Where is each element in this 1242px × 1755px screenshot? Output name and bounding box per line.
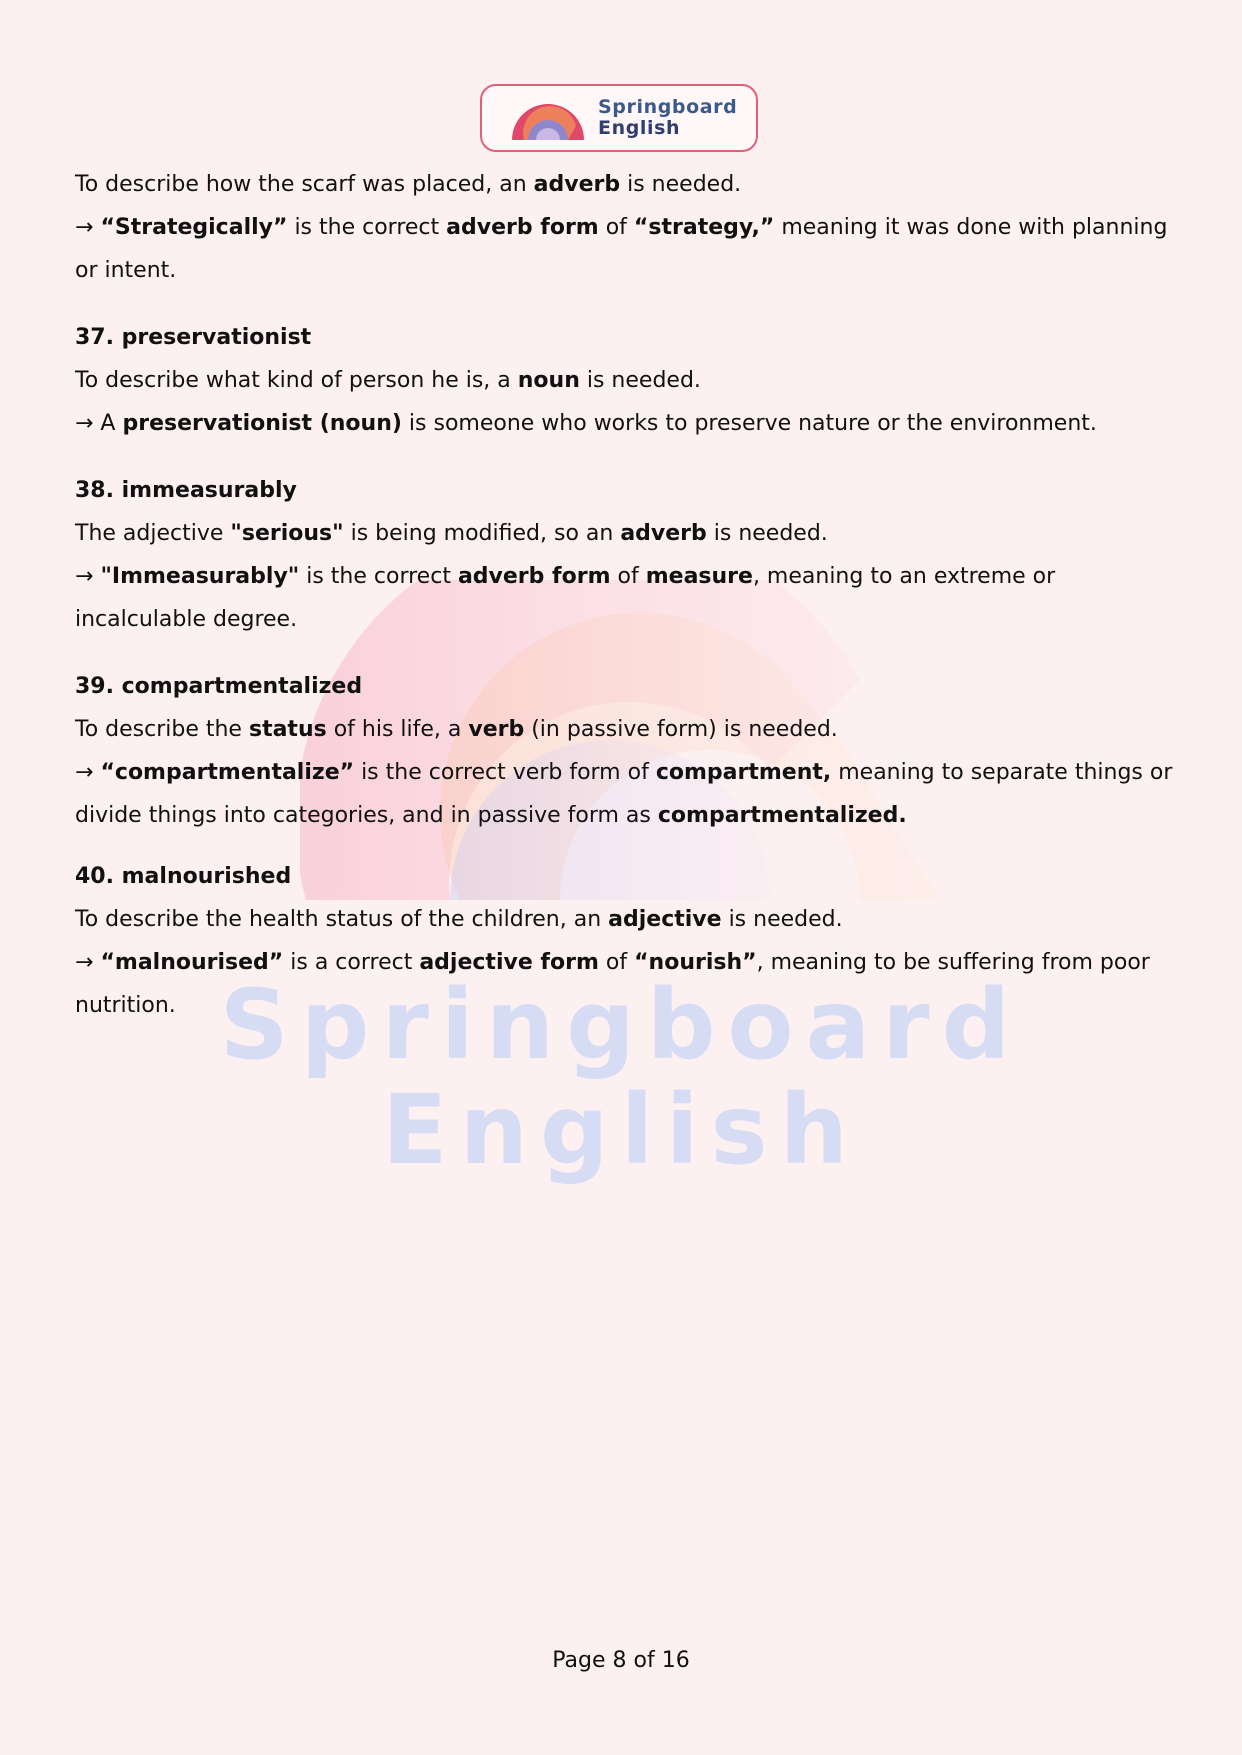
question-37-line-1: To describe what kind of person he is, a noun is needed.: [75, 368, 701, 393]
logo-text-english: English: [598, 117, 681, 139]
answer-explanations: [75, 163, 1173, 1027]
watermark-text-springboard: Springboard: [219, 969, 1023, 1081]
question-40-heading: 40. malnourished: [75, 864, 292, 889]
page-number: Page 8 of 16: [552, 1648, 690, 1673]
question-39-line-1: To describe the status of his life, a verb (in passive form) is needed.: [75, 717, 838, 742]
question-38-line-1: The adjective "serious" is being modified, so an adverb is needed.: [75, 521, 828, 546]
rainbow-arc-icon: [510, 96, 586, 140]
question-38-heading: 38. immeasurably: [75, 478, 297, 503]
question-38-line-2: → "Immeasurably" is the correct adverb form of measure, meaning to an extreme or: [75, 564, 1056, 589]
question-39-line-3: divide things into categories, and in passive form as compartmentalized.: [75, 803, 907, 828]
springboard-logo: [480, 84, 758, 152]
question-37-line-2: → A preservationist (noun) is someone who works to preserve nature or the environment.: [75, 411, 1097, 436]
intro-line-3: or intent.: [75, 258, 177, 283]
question-37-heading: 37. preservationist: [75, 325, 312, 350]
intro-line-2: → “Strategically” is the correct adverb form of “strategy,” meaning it was done with planning: [75, 215, 1168, 240]
question-38-line-3: incalculable degree.: [75, 607, 298, 632]
logo-wordmark: [598, 97, 737, 139]
watermark-text-english: English: [382, 1074, 860, 1186]
question-40-line-2: → “malnourised” is a correct adjective form of “nourish”, meaning to be suffering from poor: [75, 950, 1150, 975]
question-39-line-2: → “compartmentalize” is the correct verb form of compartment, meaning to separate things or: [75, 760, 1173, 785]
intro-line-1: To describe how the scarf was placed, an adverb is needed.: [75, 172, 742, 197]
question-39-heading: 39. compartmentalized: [75, 674, 363, 699]
question-40-line-1: To describe the health status of the children, an adjective is needed.: [75, 907, 843, 932]
logo-text-springboard: Springboard: [598, 96, 738, 118]
question-40-line-3: nutrition.: [75, 993, 176, 1018]
